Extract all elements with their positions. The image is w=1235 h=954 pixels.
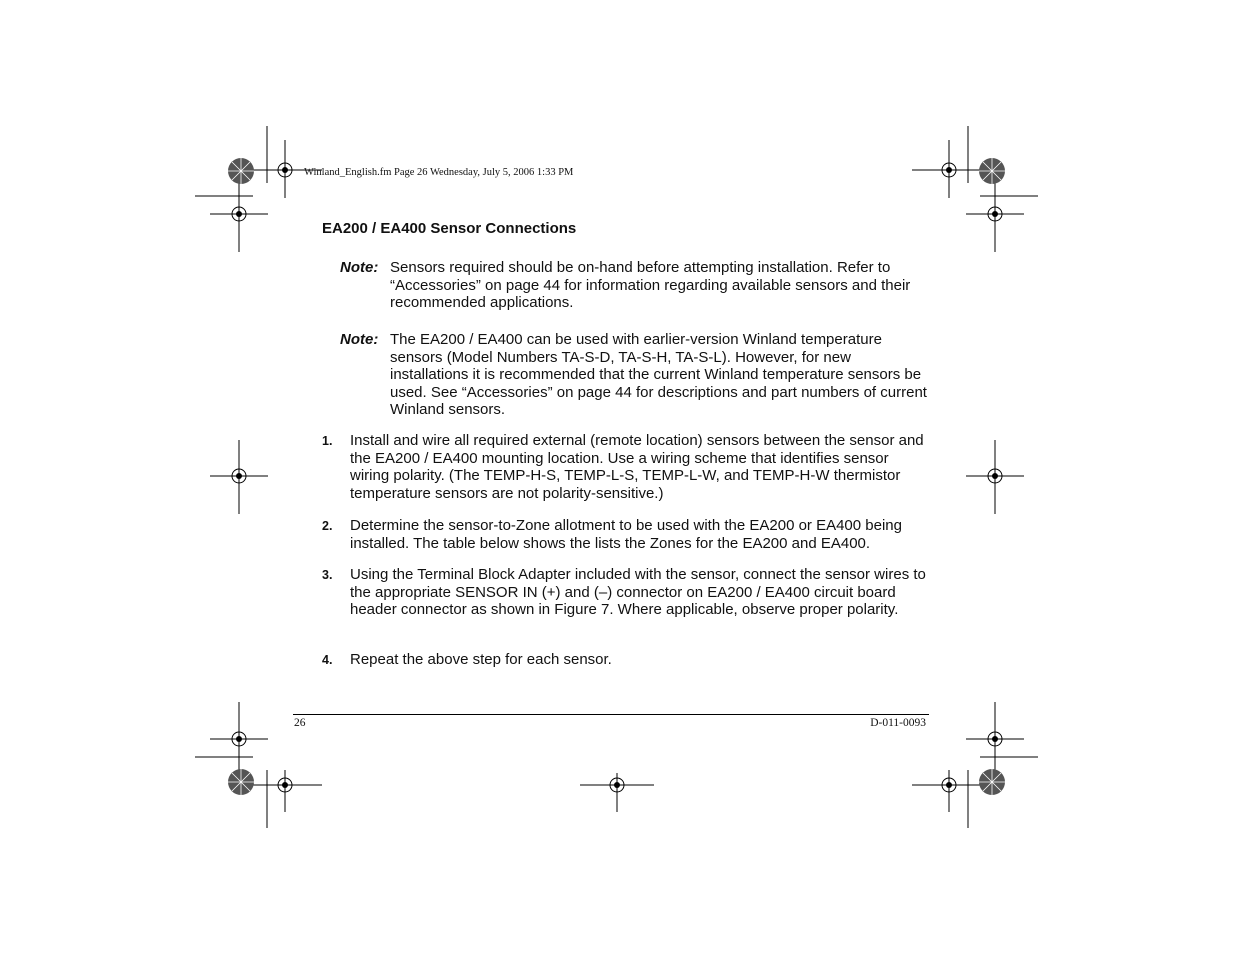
step-number: 4. — [322, 653, 333, 667]
step-text: Determine the sensor-to-Zone allotment to be used with the EA200 or EA400 being installed. The table below shows the lists the Zones for the EA200 and EA400. — [350, 517, 902, 552]
print-header: Winland_English.fm Page 26 Wednesday, July 5, 2006 1:33 PM — [304, 167, 574, 178]
step-text: Using the Terminal Block Adapter included with the sensor, connect the sensor wires to the appropriate SENSOR IN (+) and (–) connector on EA200 / EA400 circuit board header connector as shown in Figure 7. Where applicable, observe proper polarity. — [350, 566, 926, 618]
step-4 — [322, 651, 930, 669]
footer-rule — [293, 714, 929, 715]
step-number: 2. — [322, 519, 333, 533]
step-2 — [322, 517, 930, 552]
step-number: 3. — [322, 568, 333, 582]
step-text: Install and wire all required external (remote location) sensors between the sensor and the EA200 / EA400 mounting location. Use a wiring scheme that identifies sensor wiring polarity. (The TEMP-H-S, TEMP-L-S, TEMP-L-W, and TEMP-H-W thermistor temperature sensors are not polarity-sensitive.) — [350, 432, 924, 502]
note-1 — [340, 259, 930, 312]
document-id: D-011-0093 — [870, 717, 926, 729]
step-text: Repeat the above step for each sensor. — [350, 651, 612, 668]
note-2 — [340, 331, 930, 419]
step-number: 1. — [322, 434, 333, 448]
note-label: Note: — [340, 259, 379, 276]
step-3 — [322, 566, 930, 619]
note-label: Note: — [340, 331, 379, 348]
page-number: 26 — [294, 717, 306, 729]
note-text: The EA200 / EA400 can be used with earlier-version Winland temperature sensors (Model Numbers TA-S-D, TA-S-H, TA-S-L). However, for new installations it is recommended that the current Winland temperature sensors be used. See “Accessories” on page 44 for descriptions and part numbers of current Winland sensors. — [390, 331, 927, 418]
section-title: EA200 / EA400 Sensor Connections — [322, 220, 577, 237]
step-1 — [322, 432, 930, 502]
note-text: Sensors required should be on-hand before attempting installation. Refer to “Accessories” on page 44 for information regarding available sensors and their recommended applications. — [390, 259, 911, 311]
